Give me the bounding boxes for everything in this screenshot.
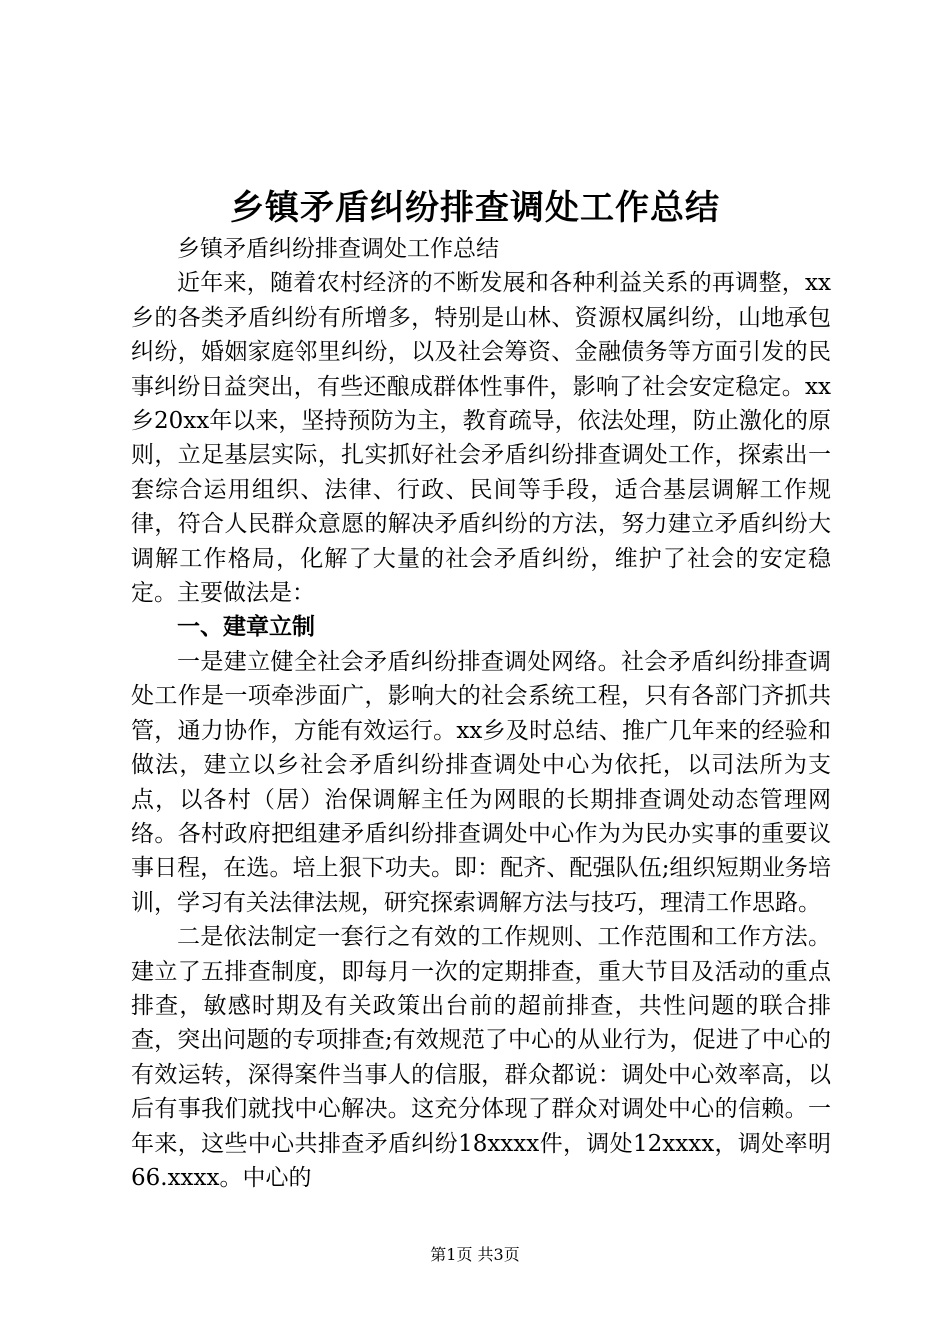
subtitle-paragraph: 乡镇矛盾纠纷排查调处工作总结 — [177, 236, 499, 262]
body-paragraph: 二是依法制定一套行之有效的工作规则、工作范围和工作方法。建立了五排查制度，即每月一次的定期排查，重大节目及活动的重点排查，敏感时期及有关政策出台前的超前排查，共性问题的联合排查，突出问题的专项排查;有效规范了中心的从业行为，促进了中心的有效运转，深得案件当事人的信服，群众都说：调处中心效率高，以后有事我们就找中心解决。这充分体现了群众对调处中心的信赖。一年来，这些中心共排查矛盾纠纷18xxxx件，调处12xxxx，调处率明66.xxxx。中心的 — [131, 924, 831, 1191]
document-body — [131, 232, 831, 1195]
page-footer: 第1页 共3页 — [430, 1245, 520, 1264]
intro-paragraph: 近年来，随着农村经济的不断发展和各种利益关系的再调整，xx乡的各类矛盾纠纷有所增多，特别是山林、资源权属纠纷，山地承包纠纷，婚姻家庭邻里纠纷，以及社会筹资、金融债务等方面引发的民事纠纷日益突出，有些还酿成群体性事件，影响了社会安定稳定。xx乡20xx年以来，坚持预防为主，教育疏导，依法处理，防止激化的原则，立足基层实际，扎实抓好社会矛盾纠纷排查调处工作，探索出一套综合运用组织、法律、行政、民间等手段，适合基层调解工作规律，符合人民群众意愿的解决矛盾纠纷的方法，努力建立矛盾纠纷大调解工作格局，化解了大量的社会矛盾纠纷，维护了社会的安定稳定。主要做法是： — [131, 270, 831, 607]
section-heading: 一、建章立制 — [177, 614, 315, 641]
body-paragraph: 一是建立健全社会矛盾纠纷排查调处网络。社会矛盾纠纷排查调处工作是一项牵涉面广，影响大的社会系统工程，只有各部门齐抓共管，通力协作，方能有效运行。xx乡及时总结、推广几年来的经验和做法，建立以乡社会矛盾纠纷排查调处中心为依托，以司法所为支点，以各村（居）治保调解主任为网眼的长期排查调处动态管理网络。各村政府把组建矛盾纠纷排查调处中心作为为民办实事的重要议事日程，在选。培上狠下功夫。即：配齐、配强队伍;组织短期业务培训，学习有关法律法规，研究探索调解方法与技巧，理清工作思路。 — [131, 648, 831, 916]
document-title: 乡镇矛盾纠纷排查调处工作总结 — [230, 188, 720, 228]
